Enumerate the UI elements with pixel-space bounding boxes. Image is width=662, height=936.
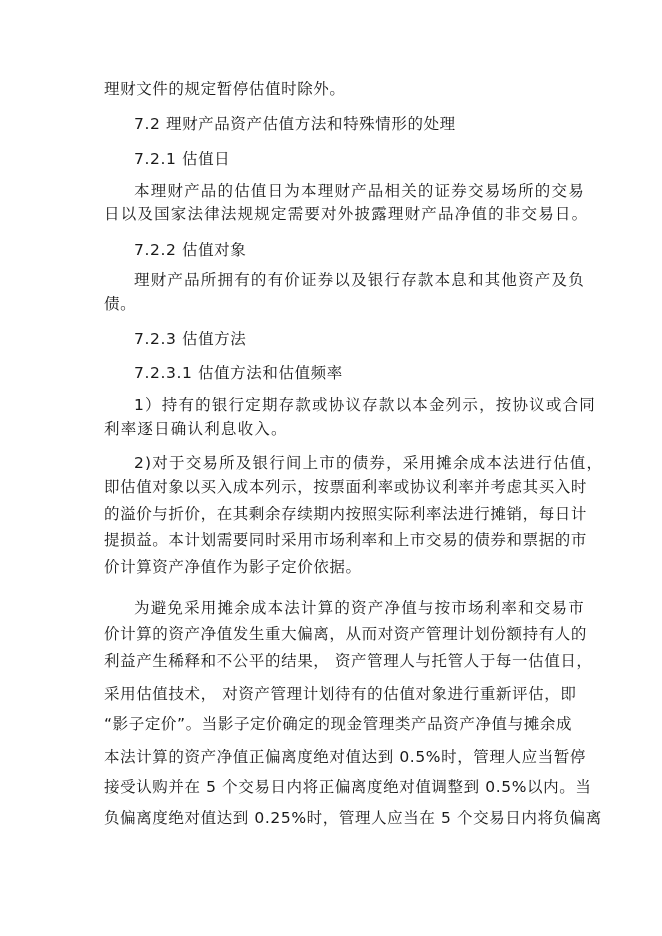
body-text-line: 本法计算的资产净值正偏离度绝对值达到 0.5%时，管理人应当暂停 [104,748,587,766]
body-text-line: 采用估值技术， 对资产管理计划待有的估值对象进行重新评估，即 [104,685,577,703]
body-text-line: 接受认购并在 5 个交易日内将正偏离度绝对值调整到 0.5%以内。当 [104,778,592,796]
body-text-line: 理财产品所拥有的有价证券以及银行存款本息和其他资产及负 [134,271,585,289]
section-heading-7-2-3-1: 7.2.3.1 估值方法和估值频率 [134,364,343,382]
section-heading-7-2-1: 7.2.1 估值日 [134,150,231,168]
body-text-line: “影子定价”。当影子定价确定的现金管理类产品资产净值与摊余成 [104,715,573,733]
body-text-line: 债。 [104,295,137,313]
body-text-line: 2)对于交易所及银行间上市的债券，采用摊余成本法进行估值， [134,454,604,472]
body-text-line: 价计算资产净值作为影子定价依据。 [104,558,362,576]
body-text-line: 日以及国家法律法规规定需要对外披露理财产品净值的非交易日。 [104,205,589,223]
body-text-line: 为避免采用摊余成本法计算的资产净值与按市场利率和交易市 [134,599,585,617]
body-text-line: 的溢价与折价，在其剩余存续期内按照实际利率法进行摊销，每日计 [104,505,588,523]
body-text-line: 利率逐日确认利息收入。 [104,420,288,438]
body-text-line: 理财文件的规定暂停估值时除外。 [104,80,346,98]
section-heading-7-2-2: 7.2.2 估值对象 [134,241,247,259]
section-heading-7-2: 7.2 理财产品资产估值方法和特殊情形的处理 [134,115,456,133]
section-heading-7-2-3: 7.2.3 估值方法 [134,330,247,348]
body-text-line: 价计算的资产净值发生重大偏离，从而对资产管理计划份额持有人的 [104,625,588,643]
body-text-line: 1）持有的银行定期存款或协议存款以本金列示，按协议或合同 [134,396,596,414]
body-text-line: 提损益。本计划需要同时采用市场利率和上市交易的债券和票据的市 [104,531,588,549]
body-text-line: 本理财产品的估值日为本理财产品相关的证券交易场所的交易 [134,182,585,200]
body-text-line: 利益产生稀释和不公平的结果， 资产管理人与托管人于每一估值日， [104,652,593,670]
body-text-line: 即估值对象以买入成本列示，按票面利率或协议利率并考虑其买入时 [104,478,588,496]
body-text-line: 负偏离度绝对值达到 0.25%时，管理人应当在 5 个交易日内将负偏离 [104,809,602,827]
